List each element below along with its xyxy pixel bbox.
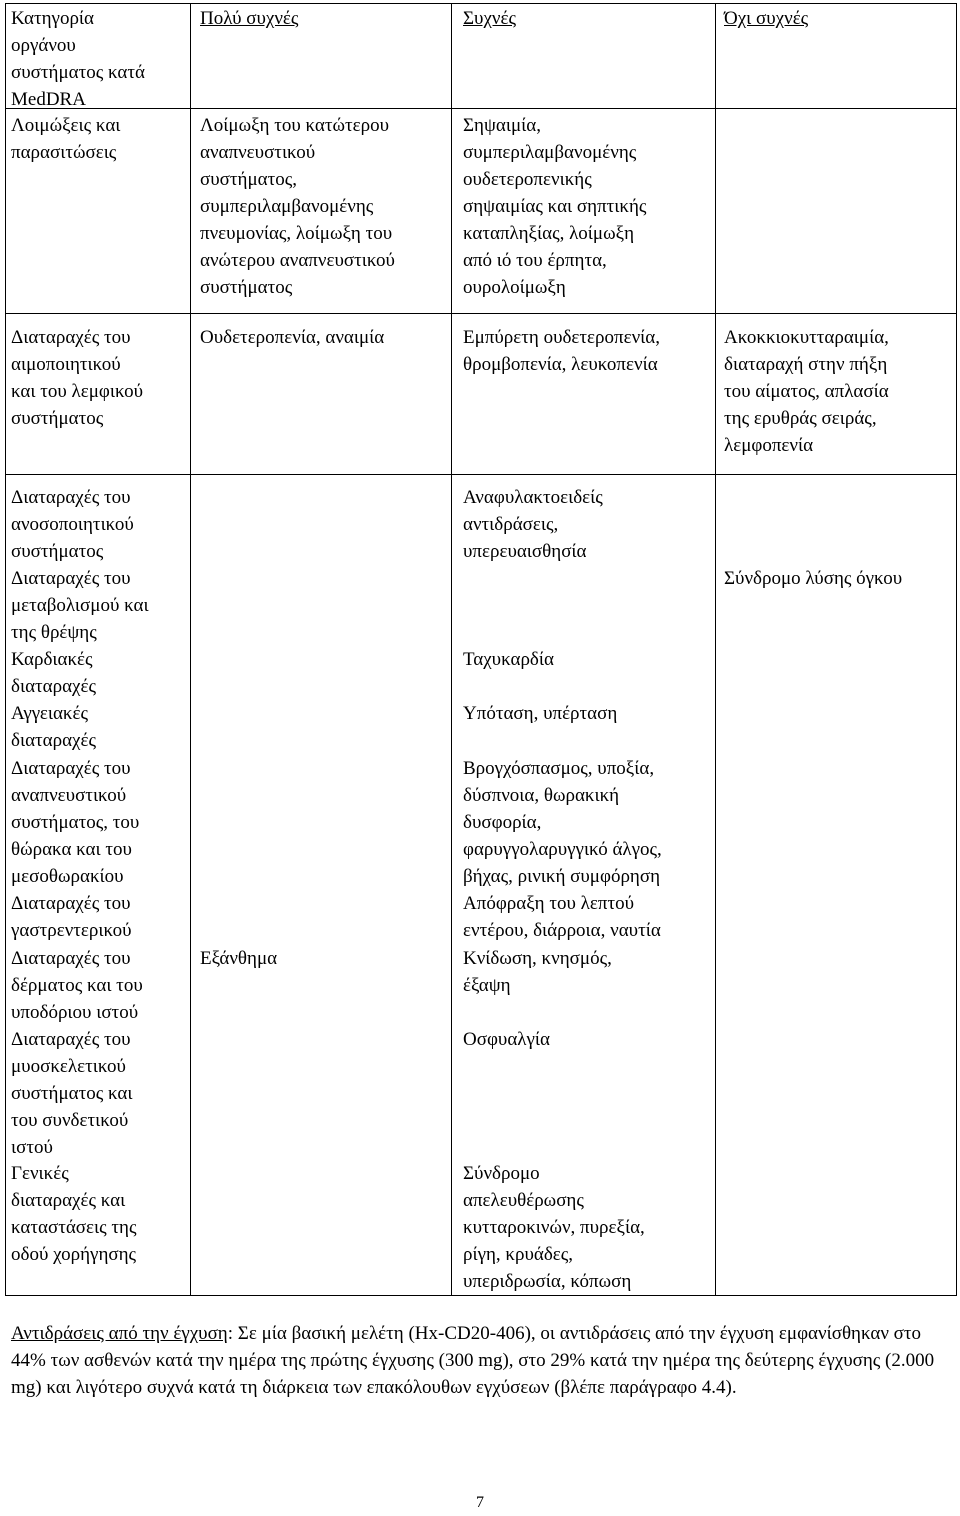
table-column-divider xyxy=(190,3,191,1295)
common-cell: Ταχυκαρδία xyxy=(463,649,554,670)
category-cell: Καρδιακές διαταραχές xyxy=(11,649,96,697)
uncommon-cell: Ακοκκιοκυτταραιμία, διαταραχή στην πήξη του αίματος, απλασία της ερυθράς σειράς, λεμφοπενία xyxy=(724,327,889,456)
header-uncommon: Όχι συχνές xyxy=(724,8,809,29)
common-cell: Εμπύρετη ουδετεροπενία, θρομβοπενία, λευκοπενία xyxy=(463,327,660,375)
table-right-border xyxy=(956,3,957,1295)
category-cell: Διαταραχές του αιμοποιητικού και του λεμφικού συστήματος xyxy=(11,327,144,429)
header-category: Κατηγορία οργάνου συστήματος κατά MedDRA xyxy=(11,8,145,110)
page-number: 7 xyxy=(476,1494,484,1511)
table-row-divider xyxy=(5,313,957,314)
table-row-divider xyxy=(5,474,957,475)
table-left-border xyxy=(5,3,6,1295)
category-cell: Διαταραχές του αναπνευστικού συστήματος, του θώρακα και του μεσοθωρακίου xyxy=(11,758,140,887)
header-very-common: Πολύ συχνές xyxy=(200,8,299,29)
common-cell: Σύνδρομο απελευθέρωσης κυτταροκινών, πυρεξία, ρίγη, κρυάδες, υπεριδρωσία, κόπωση xyxy=(463,1163,645,1292)
category-cell: Λοιμώξεις και παρασιτώσεις xyxy=(11,115,121,163)
category-cell: Διαταραχές του δέρματος και του υποδόριου ιστού xyxy=(11,948,143,1023)
category-cell: Διαταραχές του μεταβολισμού και της θρέψης xyxy=(11,568,149,643)
uncommon-cell: Σύνδρομο λύσης όγκου xyxy=(724,568,903,589)
common-cell: Βρογχόσπασμος, υποξία, δύσπνοια, θωρακική δυσφορία, φαρυγγολαρυγγικό άλγος, βήχας, ρινική συμφόρηση xyxy=(463,758,662,887)
common-cell: Υπόταση, υπέρταση xyxy=(463,703,618,724)
table-bottom-border xyxy=(5,1295,957,1296)
very-common-cell: Ουδετεροπενία, αναιμία xyxy=(200,327,385,348)
very-common-cell: Εξάνθημα xyxy=(200,948,278,969)
infusion-reactions-paragraph xyxy=(11,1320,946,1401)
table-column-divider xyxy=(715,3,716,1295)
category-cell: Αγγειακές διαταραχές xyxy=(11,703,96,751)
paragraph-text: : Σε μία βασική μελέτη (Hx-CD20-406), οι αντιδράσεις από την έγχυση εμφανίσθηκαν στο 44% των ασθενών κατά την ημέρα της πρώτης έγχυσης (300 mg), στο 29% κατά την ημέρα της δεύτερης έγχυσης (2.000 mg) και λιγότερο συχνά κατά τη διάρκεια των επακόλουθων εγχύσεων (βλέπε παράγραφο 4.4). xyxy=(11,1323,935,1398)
common-cell: Σηψαιμία, συμπεριλαμβανομένης ουδετεροπενικής σηψαιμίας και σηπτικής καταπληξίας, λοίμωξη από ιό του έρπητα, ουρολοίμωξη xyxy=(463,115,647,298)
category-cell: Διαταραχές του μυοσκελετικού συστήματος και του συνδετικού ιστού xyxy=(11,1029,133,1158)
common-cell: Οσφυαλγία xyxy=(463,1029,550,1050)
header-common: Συχνές xyxy=(463,8,516,29)
common-cell: Αναφυλακτοειδείς αντιδράσεις, υπερευαισθησία xyxy=(463,487,603,562)
table-column-divider xyxy=(451,3,452,1295)
paragraph-heading: Αντιδράσεις από την έγχυση xyxy=(11,1323,228,1344)
category-cell: Διαταραχές του γαστρεντερικού xyxy=(11,893,132,941)
very-common-cell: Λοίμωξη του κατώτερου αναπνευστικού συστήματος, συμπεριλαμβανομένης πνευμονίας, λοίμωξη του ανώτερου αναπνευστικού συστήματος xyxy=(200,115,395,298)
table-top-border xyxy=(5,3,957,4)
common-cell: Απόφραξη του λεπτού εντέρου, διάρροια, ναυτία xyxy=(463,893,661,941)
category-cell: Γενικές διαταραχές και καταστάσεις της οδού χορήγησης xyxy=(11,1163,137,1265)
category-cell: Διαταραχές του ανοσοποιητικού συστήματος xyxy=(11,487,134,562)
common-cell: Κνίδωση, κνησμός, έξαψη xyxy=(463,948,612,996)
